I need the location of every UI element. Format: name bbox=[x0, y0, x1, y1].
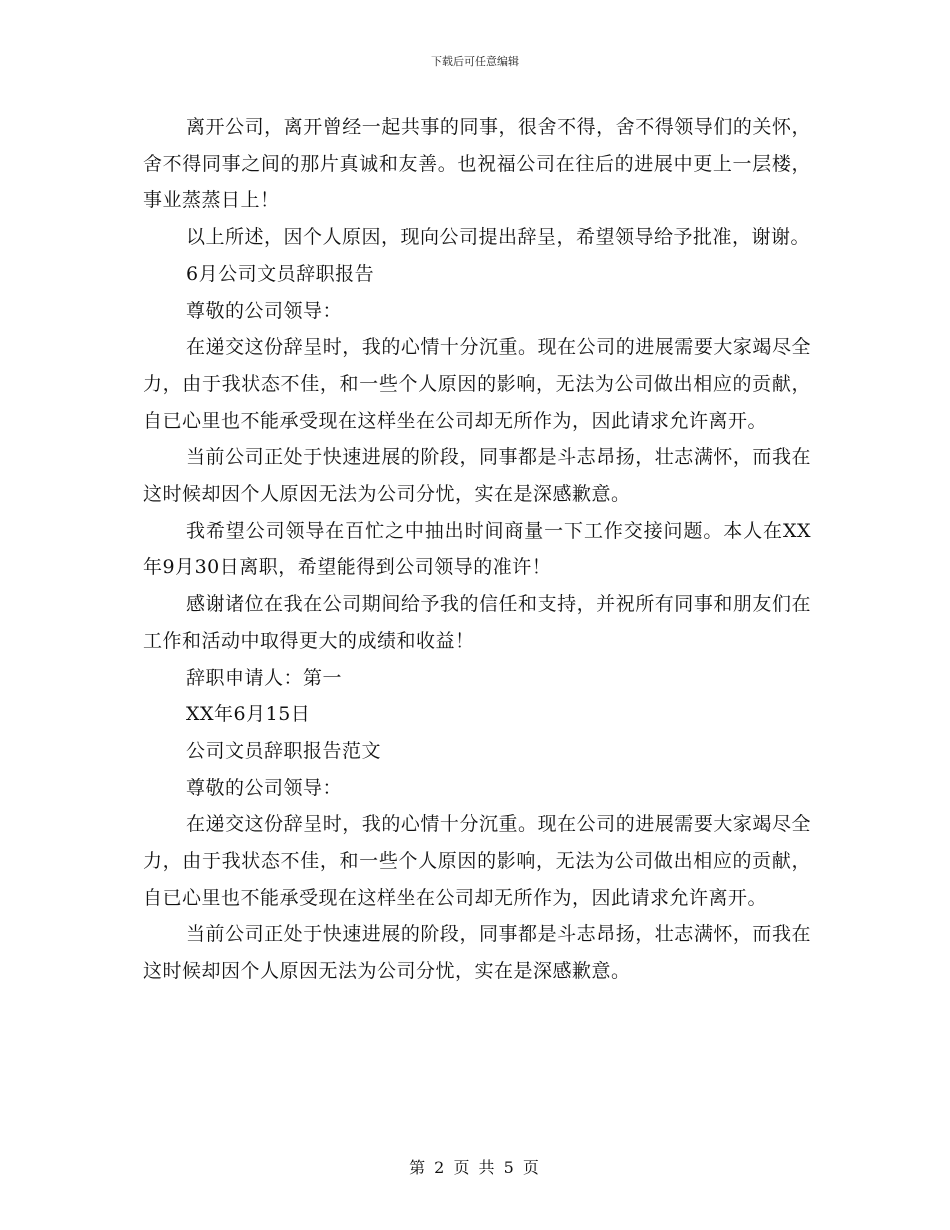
page-header: 下载后可任意编辑 bbox=[431, 55, 519, 68]
document-body bbox=[143, 109, 811, 990]
section-title: 公司文员辞职报告范文 bbox=[186, 739, 382, 762]
paragraph: 当前公司正处于快速进展的阶段，同事都是斗志昂扬，壮志满怀，而我在这时候却因个人原因无法为公司分忧，实在是深感歉意。 bbox=[143, 446, 811, 506]
page-number-footer: 第 2 页 共 5 页 bbox=[409, 1158, 541, 1177]
paragraph: 离开公司，离开曾经一起共事的同事，很舍不得，舍不得领导们的关怀，舍不得同事之间的那片真诚和友善。也祝福公司在往后的进展中更上一层楼，事业蒸蒸日上！ bbox=[143, 116, 811, 212]
salutation: 尊敬的公司领导： bbox=[186, 776, 343, 799]
paragraph: 感谢诸位在我在公司期间给予我的信任和支持，并祝所有同事和朋友们在工作和活动中取得更大的成绩和收益！ bbox=[143, 593, 811, 652]
paragraph: 以上所述，因个人原因，现向公司提出辞呈，希望领导给予批准，谢谢。 bbox=[186, 226, 811, 249]
section-title: 6月公司文员辞职报告 bbox=[186, 262, 375, 285]
salutation: 尊敬的公司领导： bbox=[186, 299, 343, 322]
paragraph: 在递交这份辞呈时，我的心情十分沉重。现在公司的进展需要大家竭尽全力，由于我状态不佳，和一些个人原因的影响，无法为公司做出相应的贡献，自已心里也不能承受现在这样坐在公司却无所作为，因此请求允许离开。 bbox=[143, 336, 811, 432]
date-line: XX年6月15日 bbox=[186, 703, 311, 726]
paragraph: 在递交这份辞呈时，我的心情十分沉重。现在公司的进展需要大家竭尽全力，由于我状态不佳，和一些个人原因的影响，无法为公司做出相应的贡献，自已心里也不能承受现在这样坐在公司却无所作为，因此请求允许离开。 bbox=[143, 813, 811, 909]
signature-line: 辞职申请人：第一 bbox=[186, 666, 343, 689]
paragraph: 当前公司正处于快速进展的阶段，同事都是斗志昂扬，壮志满怀，而我在这时候却因个人原因无法为公司分忧，实在是深感歉意。 bbox=[143, 923, 811, 983]
paragraph: 我希望公司领导在百忙之中抽出时间商量一下工作交接问题。本人在XX年9月30日离职，希望能得到公司领导的准许！ bbox=[143, 519, 811, 579]
